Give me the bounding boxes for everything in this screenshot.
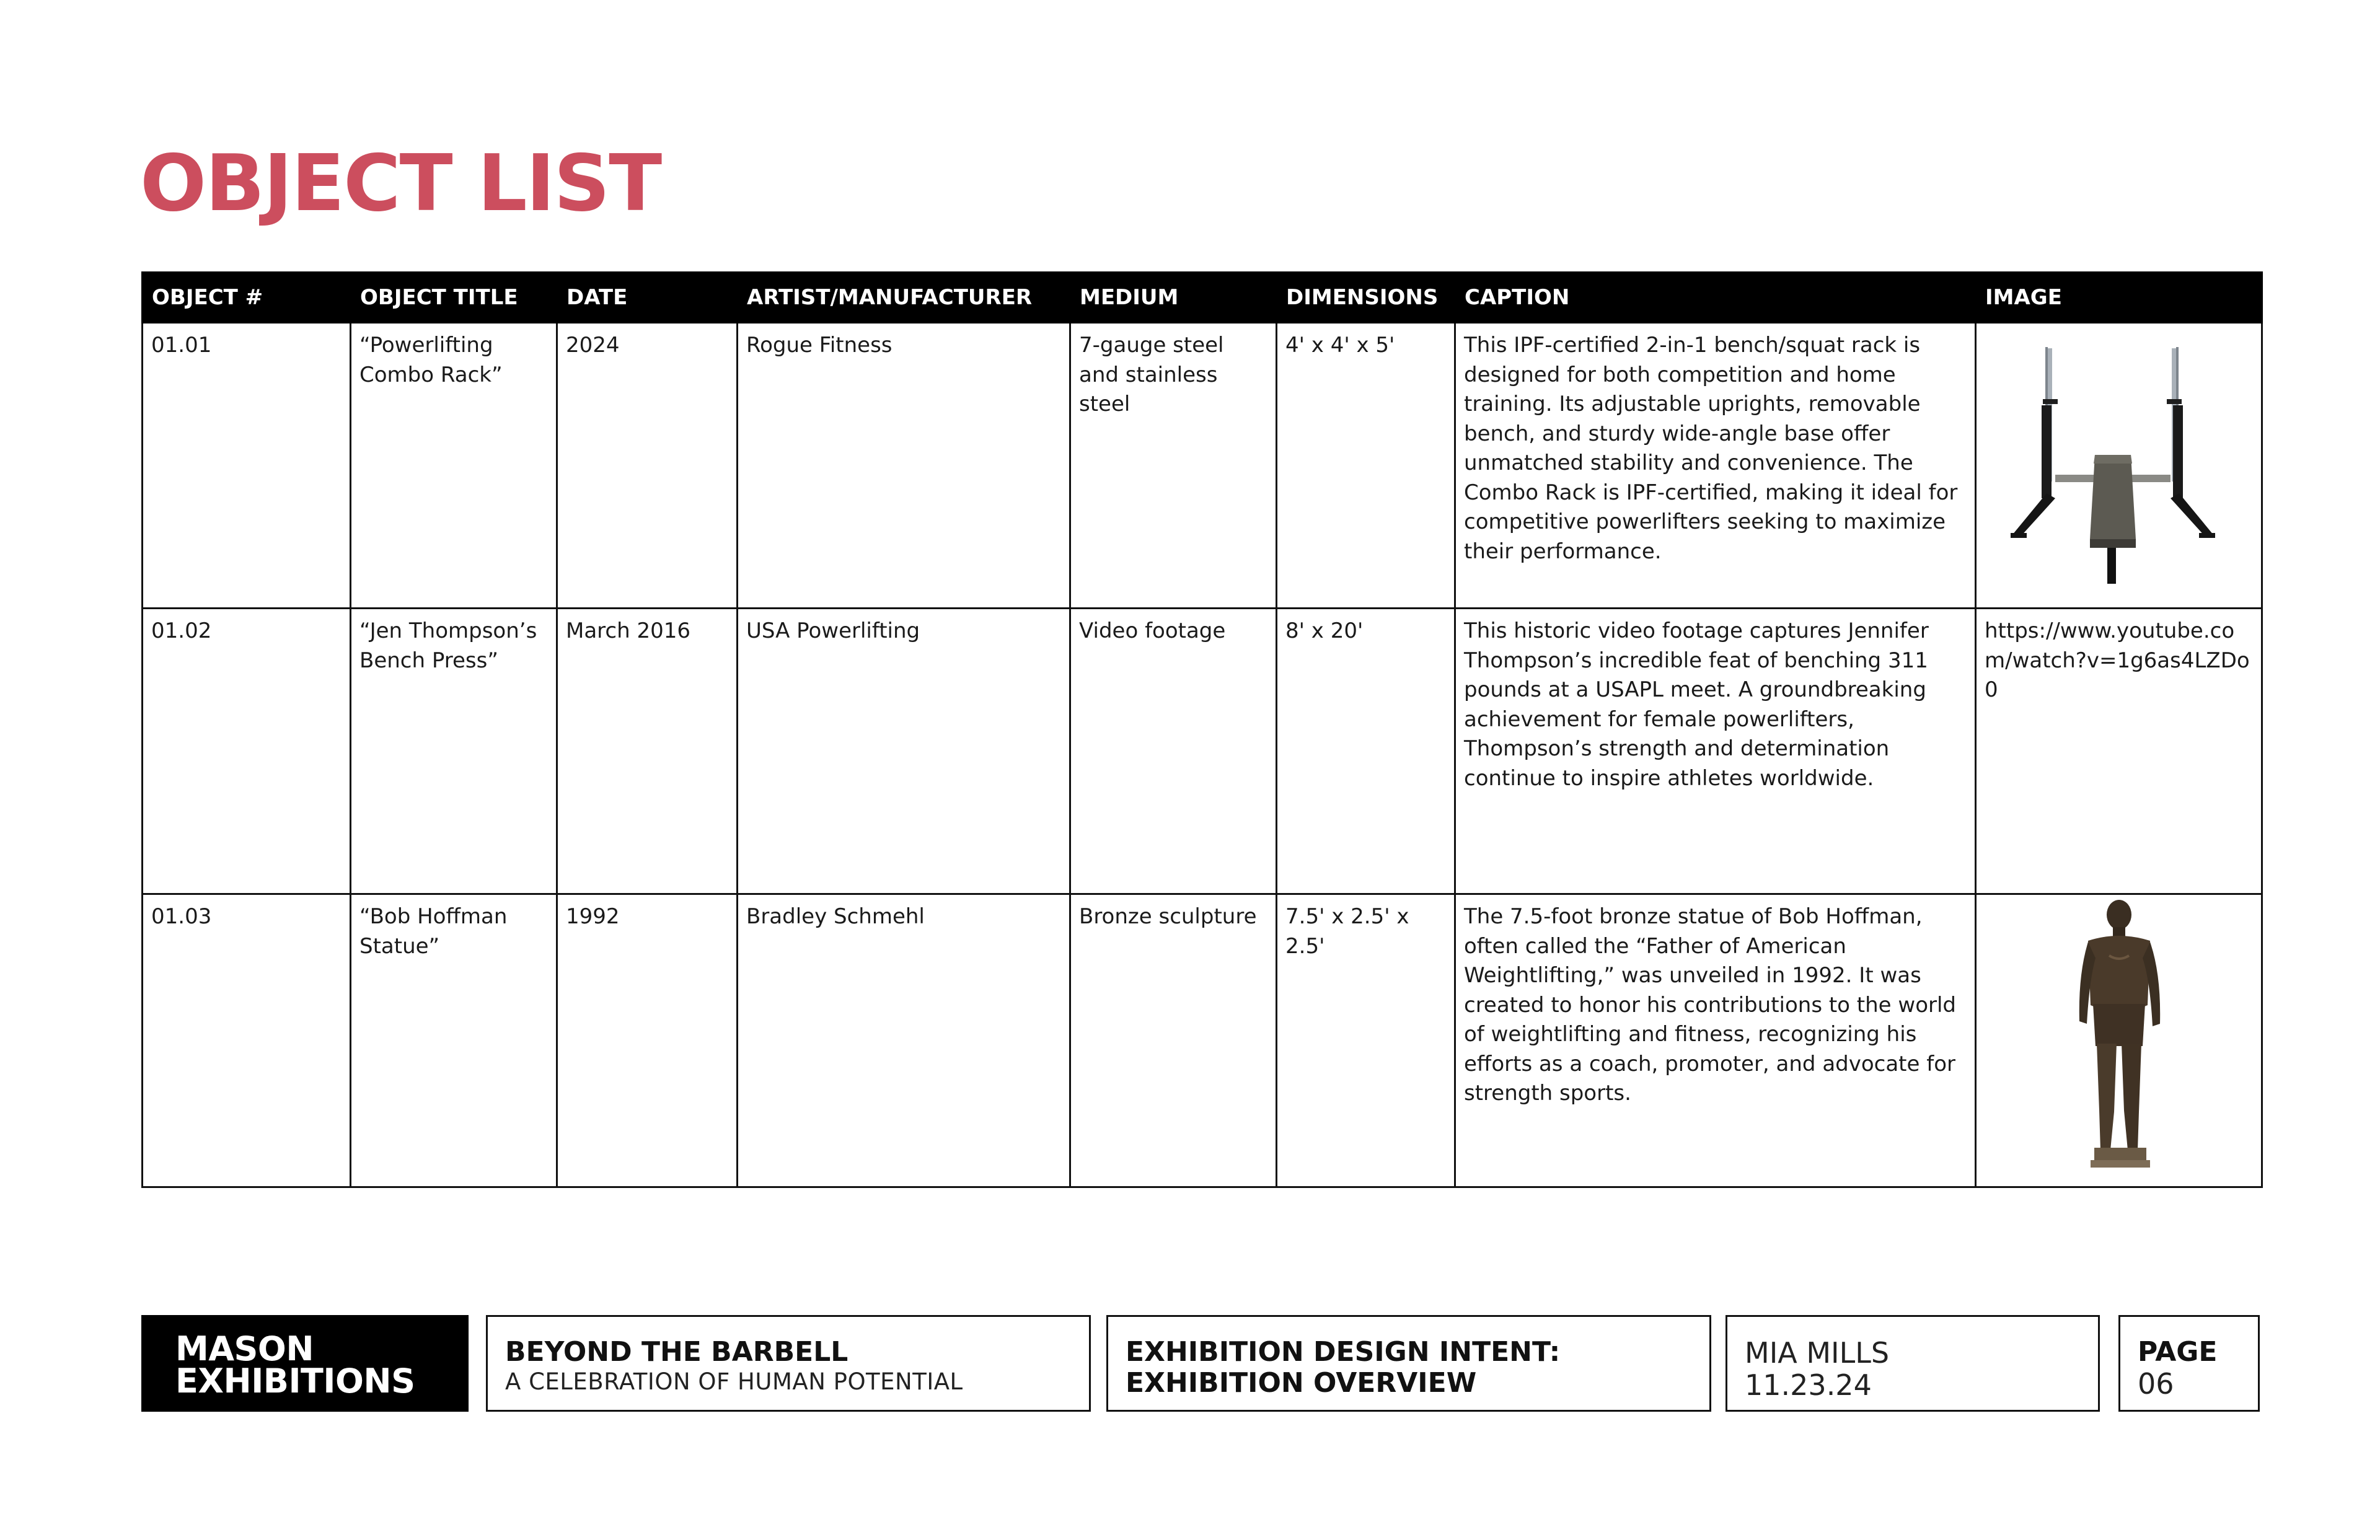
cell-artist: USA Powerlifting: [738, 609, 1070, 894]
cell-artist: Bradley Schmehl: [738, 894, 1070, 1187]
cell-dimensions: 8' x 20': [1277, 609, 1455, 894]
document-date: 11.23.24: [1745, 1368, 1872, 1402]
footer-brand-box: [141, 1315, 469, 1412]
cell-date: 2024: [557, 323, 738, 609]
brand-name-line-2: EXHIBITIONS: [175, 1362, 415, 1401]
cell-medium: 7-gauge steel and stainless steel: [1070, 323, 1277, 609]
header-object-number: OBJECT #: [143, 273, 351, 323]
table-row: [143, 609, 2262, 894]
header-image: IMAGE: [1976, 273, 2262, 323]
cell-caption: This IPF-certified 2-in-1 bench/squat rack is designed for both competition and home training. Its adjustable uprights, removable bench, and sturdy wide-angle base offer unmatched stability and convenience. The Combo Rack is IPF-certified, making it ideal for competitive powerlifters seeking to maximize their performance.: [1455, 323, 1976, 609]
video-link[interactable]: https://www.youtube.com/watch?v=1g6as4LZDo0: [1985, 618, 2250, 702]
cell-object-title: “Jen Thompson’s Bench Press”: [351, 609, 557, 894]
cell-medium: Bronze sculpture: [1070, 894, 1277, 1187]
cell-caption: This historic video footage captures Jennifer Thompson’s incredible feat of benching 311 pounds at a USAPL meet. A groundbreaking achievement for female powerlifters, Thompson’s strength and determination continue to inspire athletes worldwide.: [1455, 609, 1976, 894]
table-row: [143, 894, 2262, 1187]
header-dimensions: DIMENSIONS: [1277, 273, 1455, 323]
intent-line-2: EXHIBITION OVERVIEW: [1126, 1367, 1477, 1399]
cell-date: March 2016: [557, 609, 738, 894]
footer-author-box: [1726, 1315, 2100, 1412]
brand-name-line-1: MASON: [175, 1329, 314, 1368]
cell-dimensions: 7.5' x 2.5' x 2.5': [1277, 894, 1455, 1187]
cell-image: [1976, 323, 2262, 609]
bench-squat-rack-photo: [1986, 331, 2252, 591]
header-date: DATE: [557, 273, 738, 323]
header-medium: MEDIUM: [1070, 273, 1277, 323]
cell-date: 1992: [557, 894, 738, 1187]
page-label: PAGE: [2138, 1336, 2218, 1368]
cell-object-number: 01.01: [143, 323, 351, 609]
table-header-row: [143, 273, 2262, 323]
cell-artist: Rogue Fitness: [738, 323, 1070, 609]
cell-object-title: “Powerlifting Combo Rack”: [351, 323, 557, 609]
cell-image: [1976, 894, 2262, 1187]
author-name: MIA MILLS: [1745, 1336, 1890, 1370]
intent-line-1: EXHIBITION DESIGN INTENT:: [1126, 1336, 1561, 1368]
header-caption: CAPTION: [1455, 273, 1976, 323]
table-row: [143, 323, 2262, 609]
cell-image-link: [1976, 609, 2262, 894]
cell-object-number: 01.03: [143, 894, 351, 1187]
page-number: 06: [2138, 1367, 2174, 1401]
cell-dimensions: 4' x 4' x 5': [1277, 323, 1455, 609]
cell-medium: Video footage: [1070, 609, 1277, 894]
exhibit-title: BEYOND THE BARBELL: [505, 1336, 848, 1368]
cell-object-title: “Bob Hoffman Statue”: [351, 894, 557, 1187]
footer-intent-box: [1106, 1315, 1711, 1412]
object-list-table: [141, 271, 2263, 1188]
page-title: OBJECT LIST: [140, 138, 661, 229]
footer-exhibit-box: [486, 1315, 1091, 1412]
cell-caption: The 7.5-foot bronze statue of Bob Hoffman, often called the “Father of American Weightlifting,” was unveiled in 1992. It was created to honor his contributions to the world of weightlifting and fitness, recognizing his efforts as a coach, promoter, and advocate for strength sports.: [1455, 894, 1976, 1187]
bronze-statue-photo: [2057, 900, 2181, 1173]
header-artist-manufacturer: ARTIST/MANUFACTURER: [738, 273, 1070, 323]
header-object-title: OBJECT TITLE: [351, 273, 557, 323]
exhibit-subtitle: A CELEBRATION OF HUMAN POTENTIAL: [505, 1368, 963, 1395]
cell-object-number: 01.02: [143, 609, 351, 894]
footer-page-box: [2118, 1315, 2260, 1412]
